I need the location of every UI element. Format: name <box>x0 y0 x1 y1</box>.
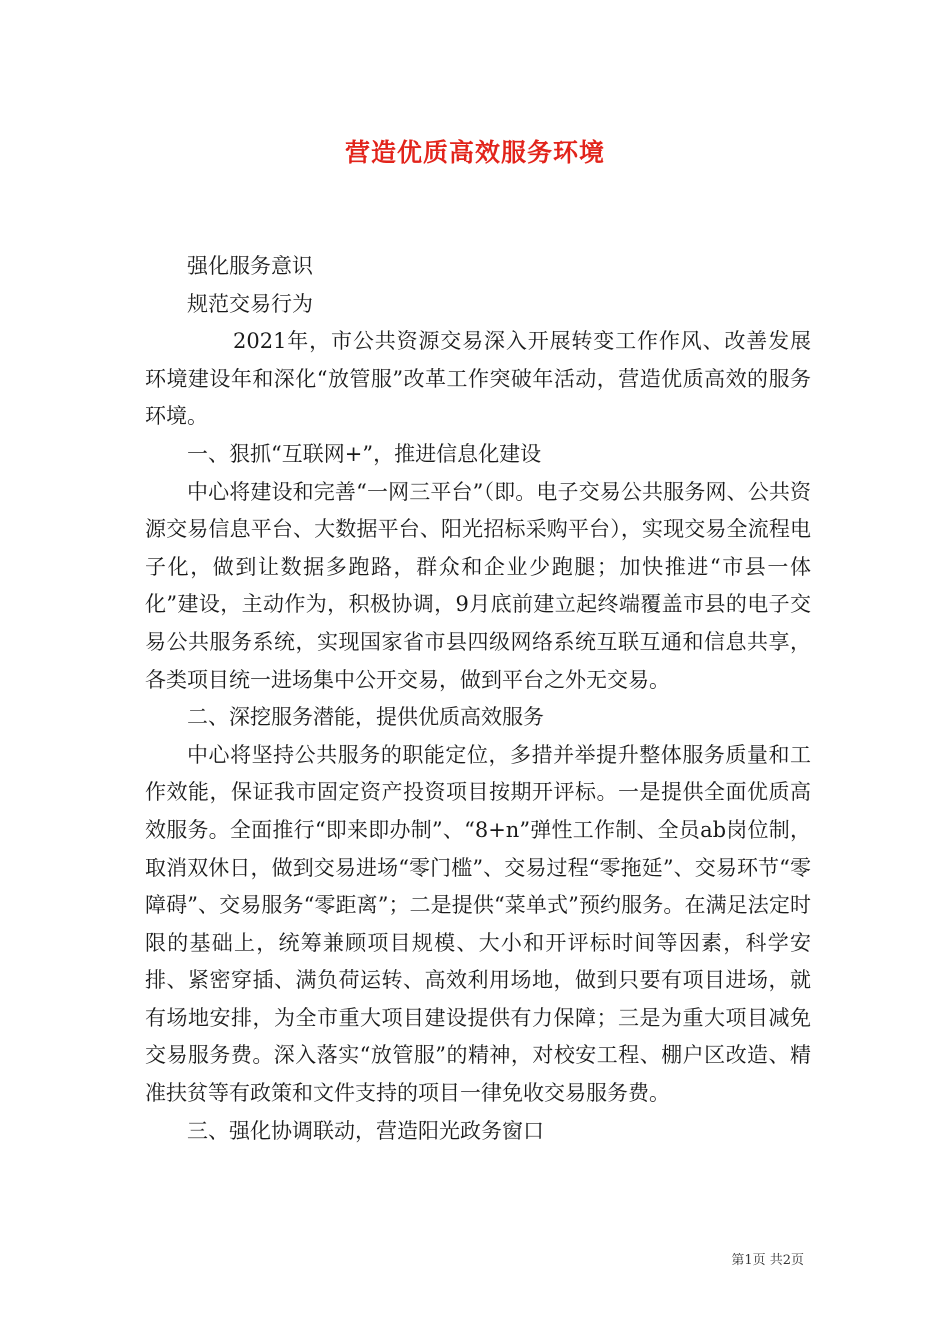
page-number-footer: 第1页 共2页 <box>731 1253 804 1268</box>
document-title: 营造优质高效服务环境 <box>344 138 605 167</box>
section-2-body: 中心将坚持公共服务的职能定位，多措并举提升整体服务质量和工作效能，保证我市固定资产投资项目按期开评标。一是提供全面优质高效服务。全面推行“即来即办制”、“8+n”弹性工作制、全员ab岗位制，取消双休日，做到交易进场“零门槛”、交易过程“零拖延”、交易环节“零障碍”、交易服务“零距离”；二是提供“菜单式”预约服务。在满足法定时限的基础上，统筹兼顾项目规模、大小和开评标时间等因素，科学安排、紧密穿插、满负荷运转、高效利用场地，做到只要有项目进场，就有场地安排，为全市重大项目建设提供有力保障；三是为重大项目减免交易服务费。深入落实“放管服”的精神，对校安工程、棚户区改造、精准扶贫等有政策和文件支持的项目一律免收交易服务费。 <box>145 742 811 1106</box>
section-3-heading: 三、强化协调联动，营造阳光政务窗口 <box>187 1118 544 1143</box>
document-body <box>145 248 811 1150</box>
section-1-body: 中心将建设和完善“一网三平台”（即。电子交易公共服务网、公共资源交易信息平台、大数据平台、阳光招标采购平台），实现交易全流程电子化，做到让数据多跑路，群众和企业少跑腿；加快推进“市县一体化”建设，主动作为，积极协调，9月底前建立起终端覆盖市县的电子交易公共服务系统，实现国家省市县四级网络系统互联互通和信息共享，各类项目统一进场集中公开交易，做到平台之外无交易。 <box>145 479 811 692</box>
intro-paragraph: 2021年，市公共资源交易深入开展转变工作作风、改善发展环境建设年和深化“放管服”改革工作突破年活动，营造优质高效的服务环境。 <box>145 329 811 429</box>
section-2-heading: 二、深挖服务潜能，提供优质高效服务 <box>187 705 544 730</box>
section-1-heading: 一、狠抓“互联网+”，推进信息化建设 <box>187 441 542 466</box>
heading-service-awareness: 强化服务意识 <box>187 254 313 278</box>
heading-trading-conduct: 规范交易行为 <box>187 291 313 316</box>
